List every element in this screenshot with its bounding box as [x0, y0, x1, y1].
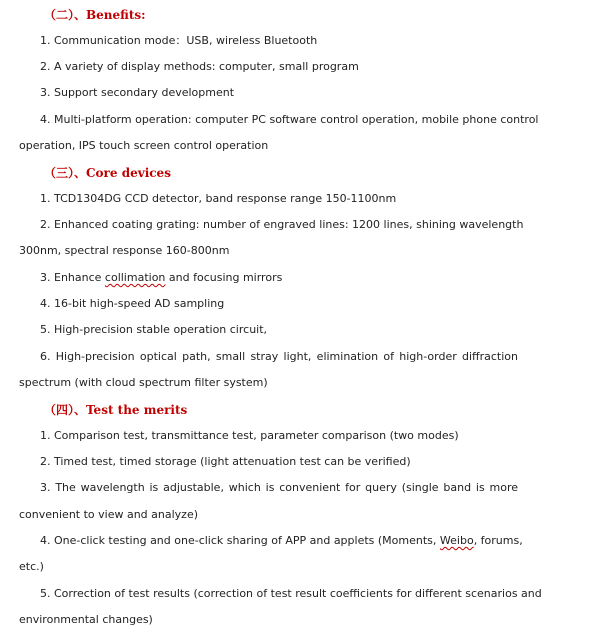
list-item-continuation: environmental changes)	[19, 613, 153, 626]
list-item: 3. Support secondary development	[40, 86, 235, 99]
list-item-continuation: operation, IPS touch screen control operation	[19, 139, 269, 152]
list-item: 2. Timed test, timed storage (light attenuation test can be verified)	[40, 455, 411, 468]
section-heading-core-devices: （三）、Core devices	[44, 166, 171, 180]
list-item	[40, 270, 282, 285]
list-item: 4. 16-bit high-speed AD sampling	[40, 297, 225, 310]
list-item: 3. The wavelength is adjustable, which is convenient for query (single band is more	[40, 481, 518, 494]
list-item-continuation: etc.)	[19, 560, 44, 573]
list-item-text: 4. One-click testing and one-click sharing of APP and applets (Moments,	[40, 534, 440, 547]
list-item: 1. Comparison test, transmittance test, parameter comparison (two modes)	[40, 429, 459, 442]
list-item: 1. Communication mode：USB, wireless Bluetooth	[40, 34, 318, 47]
list-item-continuation: 300nm, spectral response 160-800nm	[19, 244, 230, 257]
list-item-text: , forums,	[473, 534, 523, 547]
list-item-text: and focusing mirrors	[165, 271, 283, 284]
list-item: 4. Multi-platform operation: computer PC software control operation, mobile phone control	[40, 113, 539, 126]
list-item-continuation: spectrum (with cloud spectrum filter system)	[19, 376, 268, 389]
section-heading-benefits: （二）、Benefits:	[44, 8, 146, 22]
list-item: 6. High-precision optical path, small stray light, elimination of high-order diffraction	[40, 350, 518, 363]
list-item-continuation: convenient to view and analyze)	[19, 508, 199, 521]
list-item: 2. Enhanced coating grating: number of engraved lines: 1200 lines, shining wavelength	[40, 218, 524, 231]
list-item: 1. TCD1304DG CCD detector, band response range 150-1100nm	[40, 192, 397, 205]
list-item: 2. A variety of display methods: computer, small program	[40, 60, 359, 73]
list-item-text: 3. Enhance	[40, 271, 105, 284]
section-heading-test-merits: （四）、Test the merits	[44, 403, 188, 417]
list-item: 5. Correction of test results (correction of test result coefficients for different scenarios and	[40, 587, 542, 600]
list-item	[40, 533, 523, 548]
list-item: 5. High-precision stable operation circuit,	[40, 323, 268, 336]
spellcheck-word: Weibo	[439, 534, 474, 547]
spellcheck-word: collimation	[104, 271, 166, 284]
